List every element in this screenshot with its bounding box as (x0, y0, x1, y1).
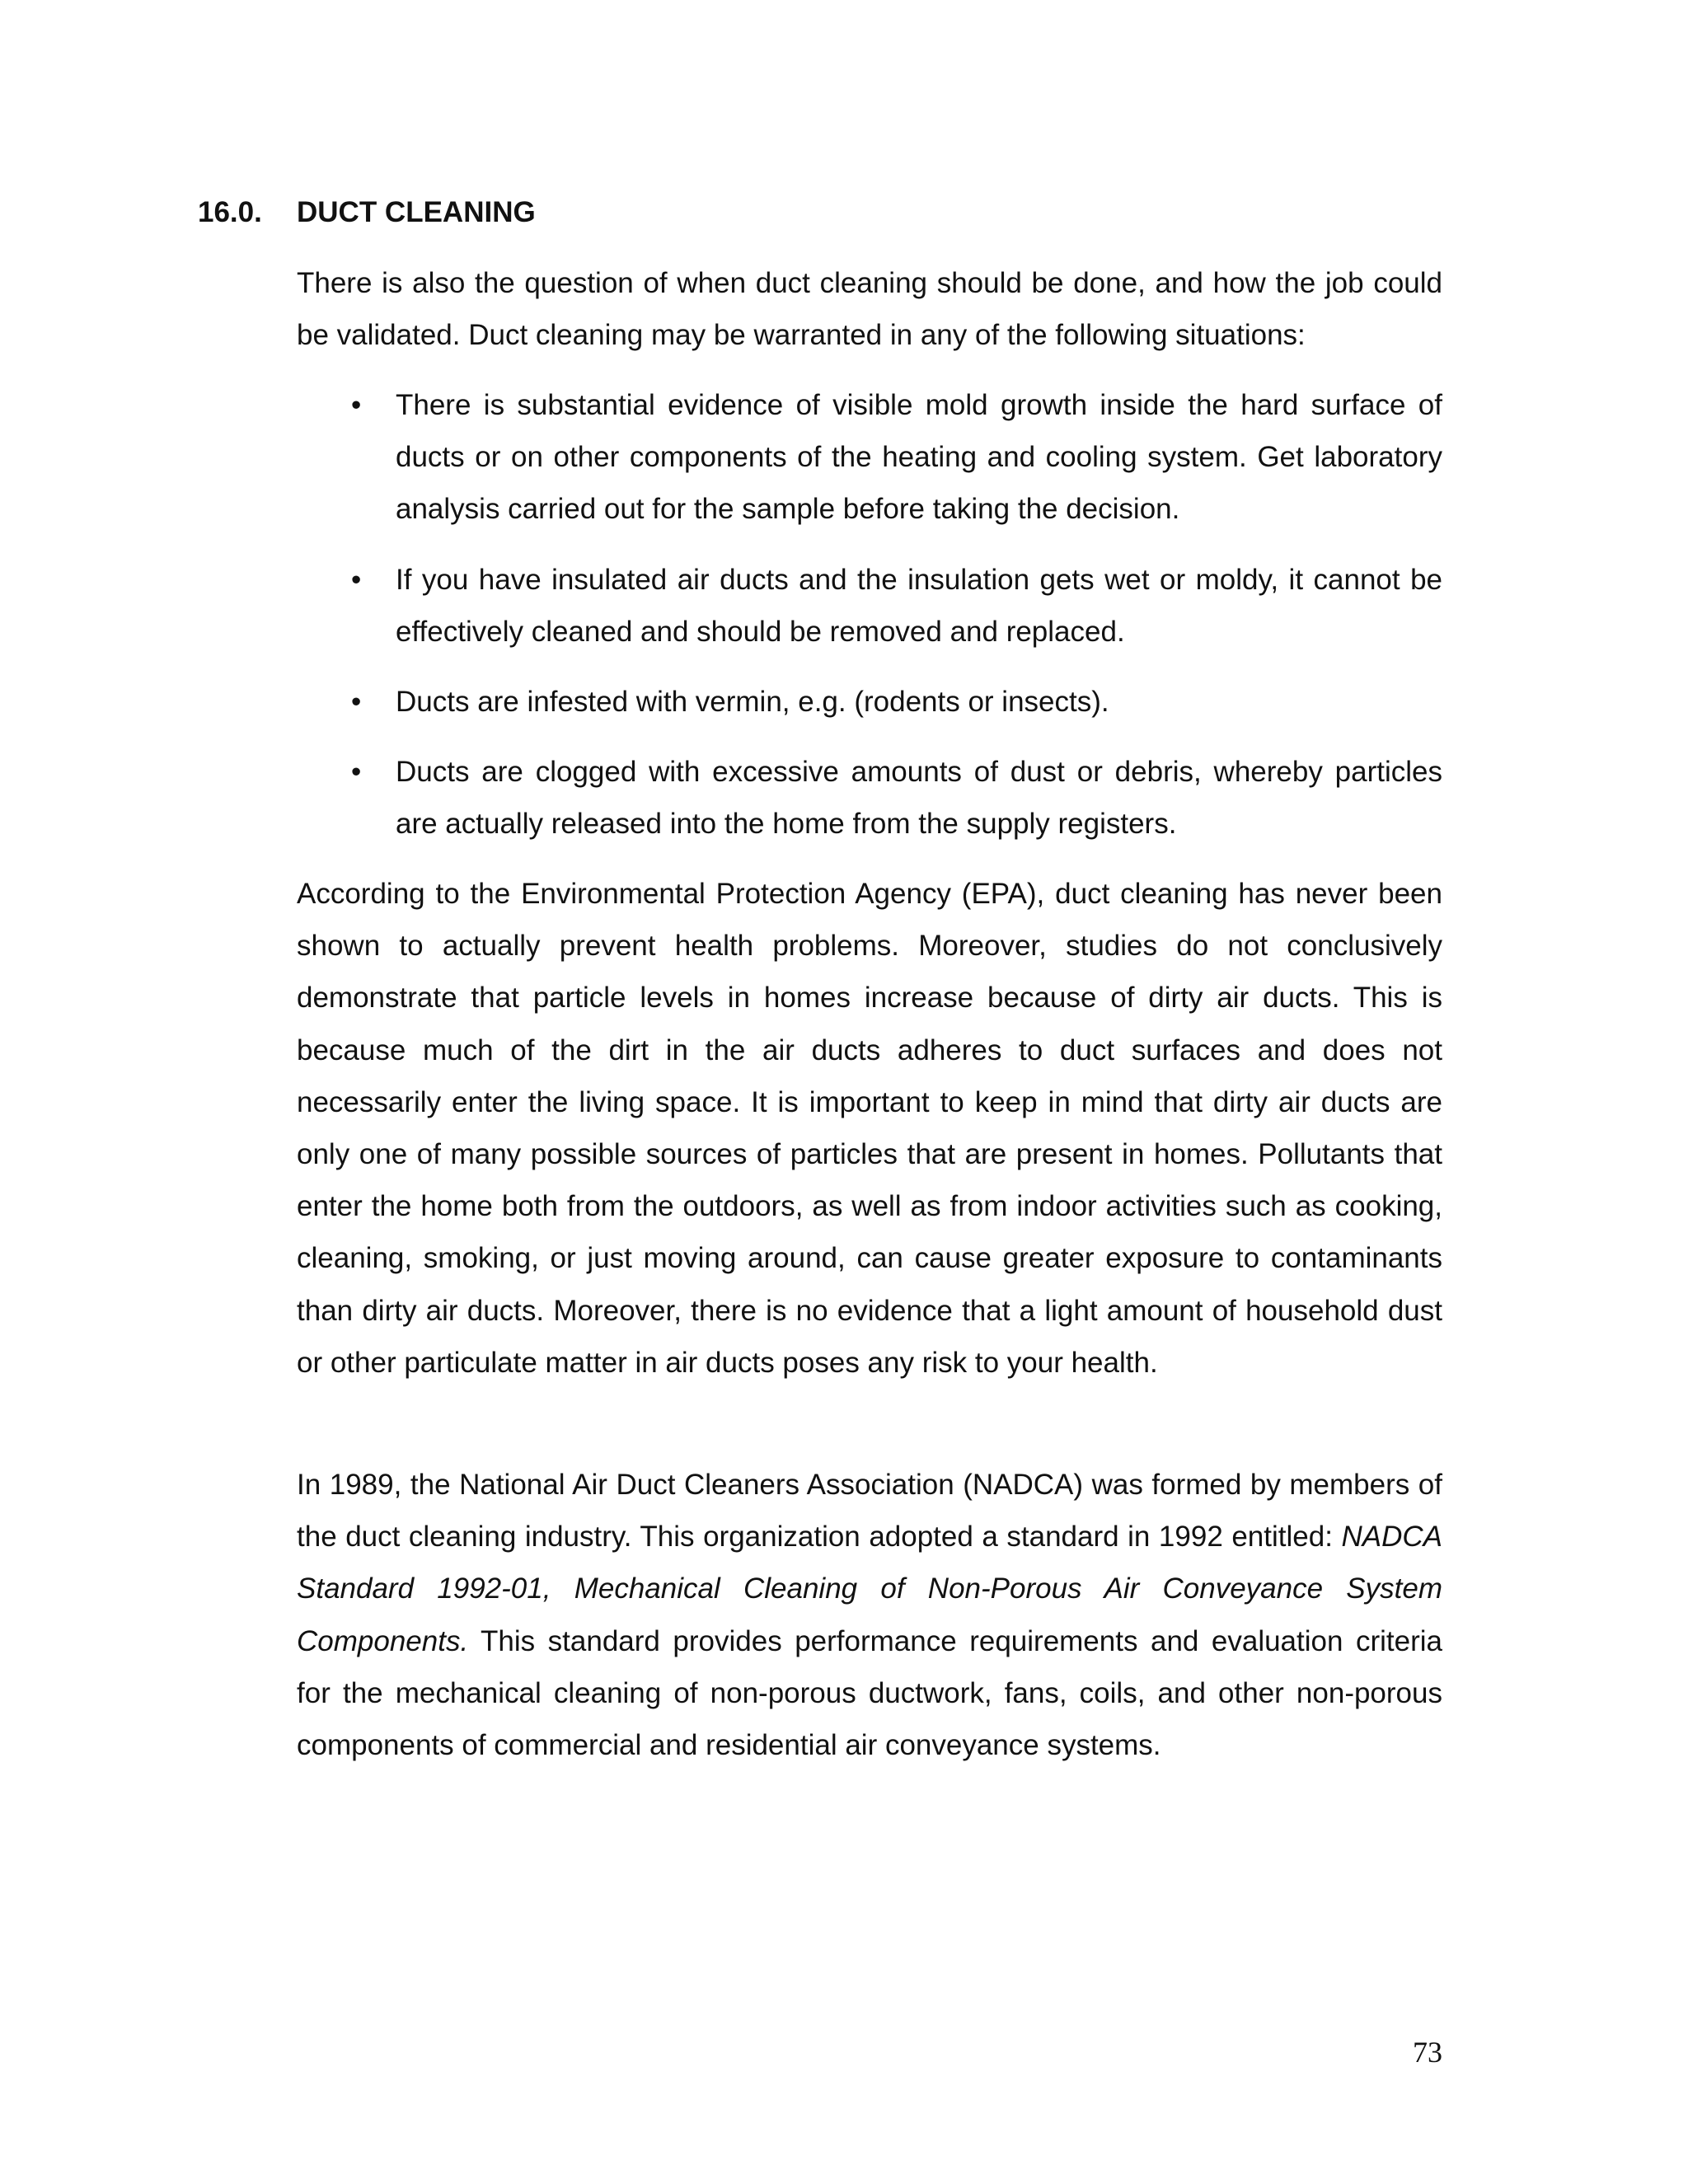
list-item (297, 554, 1442, 658)
epa-paragraph: According to the Environmental Protection Agency (EPA), duct cleaning has never been shown to actually prevent health problems. Moreover, studies do not conclusively demonstrate that particle levels in homes increase because of dirty air ducts. This is because much of the dirt in the air ducts adheres to duct surfaces and does not necessarily enter the living space. It is important to keep in mind that dirty air ducts are only one of many possible sources of particles that are present in homes. Pollutants that enter the home both from the outdoors, as well as from indoor activities such as cooking, cleaning, smoking, or just moving around, can cause greater exposure to contaminants than dirty air ducts. Moreover, there is no evidence that a light amount of household dust or other particulate matter in air ducts poses any risk to your health. (297, 878, 1442, 1379)
bullet-icon: • (351, 686, 362, 719)
nadca-text-before: In 1989, the National Air Duct Cleaners Association (NADCA) was formed by members of the duct cleaning industry. This organization adopted a standard in 1992 entitled: (297, 1469, 1442, 1554)
list-item-text: There is substantial evidence of visible mold growth inside the hard surface of ducts or on other components of the heating and cooling system. Get laboratory analysis carried out for the sample before taking the decision. (396, 389, 1442, 526)
section-title: DUCT CLEANING (297, 196, 536, 228)
list-item-text: If you have insulated air ducts and the insulation gets wet or moldy, it cannot be effectively cleaned and should be removed and replaced. (396, 563, 1442, 648)
section-number: 16.0. (198, 196, 262, 228)
nadca-paragraph (297, 1459, 1442, 1771)
intro-paragraph: There is also the question of when duct cleaning should be done, and how the job could be validated. Duct cleaning may be warranted in any of the following situations: (297, 267, 1442, 352)
nadca-standard-title: NADCA Standard 1992-01, Mechanical Cleaning of Non-Porous Air Conveyance System Components. (297, 1521, 1442, 1657)
section-heading (198, 194, 536, 231)
nadca-text-after: This standard provides performance requirements and evaluation criteria for the mechanical cleaning of non-porous ductwork, fans, coils, and other non-porous components of commercial and residential air conveyance systems. (297, 1624, 1442, 1762)
bullet-icon: • (351, 756, 362, 789)
list-item (297, 379, 1442, 536)
list-item (297, 676, 1442, 728)
situations-list (297, 379, 1442, 869)
bullet-icon: • (351, 563, 362, 596)
page-number: 73 (1413, 2036, 1442, 2069)
bullet-icon: • (351, 389, 362, 421)
list-item-text: Ducts are infested with vermin, e.g. (rodents or insects). (396, 686, 1109, 719)
list-item-text: Ducts are clogged with excessive amounts of dust or debris, whereby particles are actually released into the home from the supply registers. (396, 756, 1442, 841)
list-item (297, 746, 1442, 850)
